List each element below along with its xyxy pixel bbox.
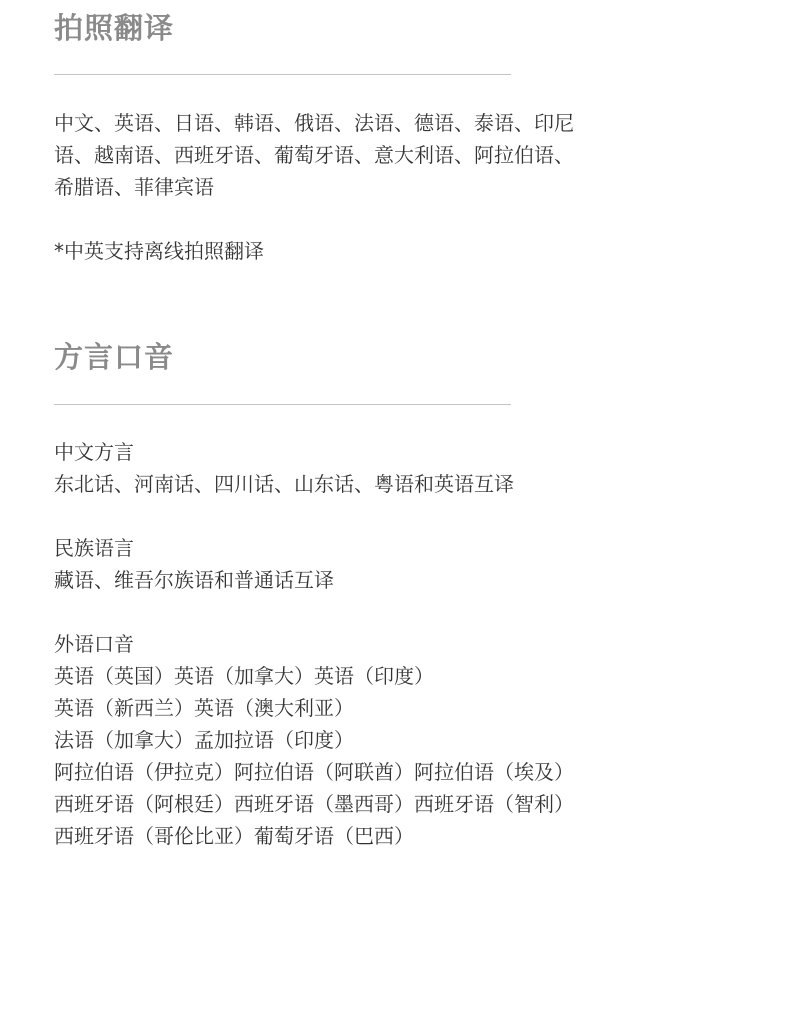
dialect-accent-body: [54, 436, 574, 884]
group-line: 东北话、河南话、四川话、山东话、粤语和英语互译: [54, 472, 514, 496]
group-line: 英语（英国）英语（加拿大）英语（印度）: [54, 664, 434, 688]
group-line: 阿拉伯语（伊拉克）阿拉伯语（阿联酋）阿拉伯语（埃及）: [54, 760, 574, 784]
language-line: 中文、英语、日语、韩语、俄语、法语、德语、泰语、印尼: [54, 111, 574, 135]
group-line: 西班牙语（哥伦比亚）葡萄牙语（巴西）: [54, 824, 414, 848]
photo-translation-languages: [54, 107, 574, 203]
section-divider: [54, 74, 511, 75]
group-ethnic-languages: [54, 532, 574, 596]
section-title-dialect-accent: 方言口音: [54, 340, 175, 374]
group-heading: 外语口音: [54, 632, 134, 656]
group-line: 英语（新西兰）英语（澳大利亚）: [54, 696, 354, 720]
offline-note: [54, 235, 264, 267]
language-line: 希腊语、菲律宾语: [54, 175, 214, 199]
language-line: 语、越南语、西班牙语、葡萄牙语、意大利语、阿拉伯语、: [54, 143, 574, 167]
group-heading: 民族语言: [54, 536, 134, 560]
group-foreign-accents: [54, 628, 574, 852]
section-title-photo-translation: 拍照翻译: [54, 11, 175, 45]
group-heading: 中文方言: [54, 440, 134, 464]
group-chinese-dialects: [54, 436, 574, 500]
section-divider: [54, 404, 511, 405]
group-line: 西班牙语（阿根廷）西班牙语（墨西哥）西班牙语（智利）: [54, 792, 574, 816]
group-line: 法语（加拿大）孟加拉语（印度）: [54, 728, 354, 752]
offline-note-text: *中英支持离线拍照翻译: [54, 239, 264, 263]
group-line: 藏语、维吾尔族语和普通话互译: [54, 568, 334, 592]
